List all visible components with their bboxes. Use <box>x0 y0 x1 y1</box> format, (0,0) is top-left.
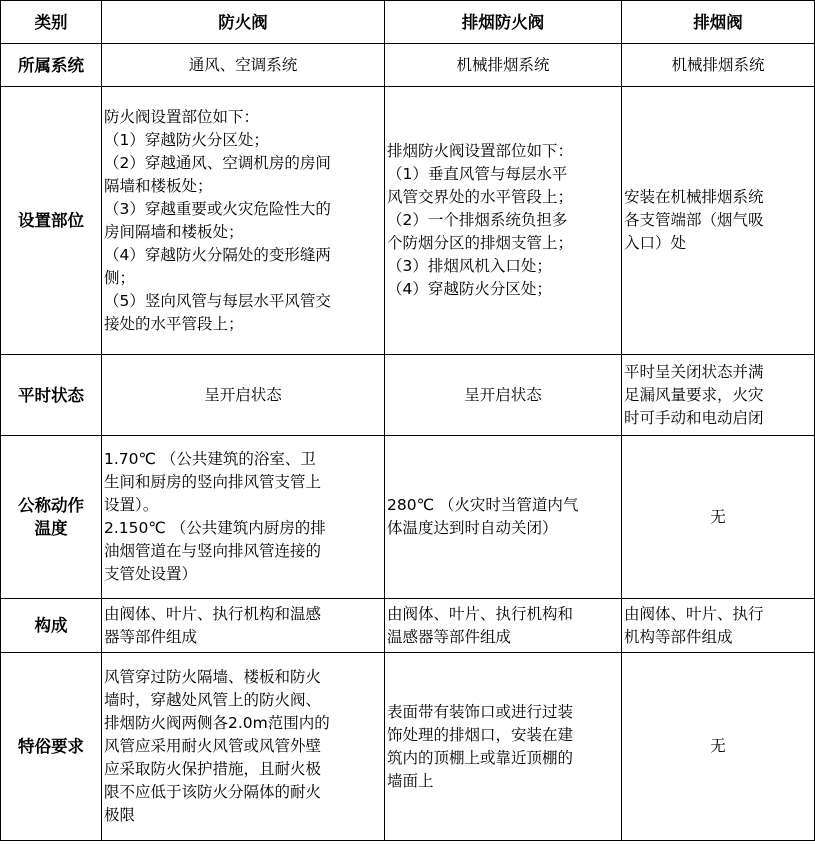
table-cell: 平时呈关闭状态并满 足漏风量要求，火灾 时可手动和电动启闭 <box>622 355 815 436</box>
table-cell: 风管穿过防火隔墙、楼板和防火 墙时，穿越处风管上的防火阀、 排烟防火阀两侧各2.0m范围内的 风管应采用耐火风管或风管外壁 应采取防火保护措施，且耐火极 限不应低于该防火分隔体的耐火 极限 <box>102 653 385 841</box>
header-smoke-fire-damper: 排烟防火阀 <box>385 1 622 44</box>
table-row <box>1 653 815 841</box>
table-cell: 无 <box>622 653 815 841</box>
table-cell: 无 <box>622 436 815 599</box>
table-cell: 机械排烟系统 <box>622 44 815 87</box>
table-cell: 通风、空调系统 <box>102 44 385 87</box>
table-cell: 由阀体、叶片、执行 机构等部件组成 <box>622 599 815 653</box>
header-smoke-exhaust-valve: 排烟阀 <box>622 1 815 44</box>
table-cell: 由阀体、叶片、执行机构和 温感器等部件组成 <box>385 599 622 653</box>
header-row <box>1 1 815 44</box>
table-cell: 防火阀设置部位如下： （1）穿越防火分区处； （2）穿越通风、空调机房的房间 隔墙和楼板处； （3）穿越重要或火灾危险性大的 房间隔墙和楼板处； （4）穿越防火分隔处的变形缝两 侧； （5）竖向风管与每层水平风管交 接处的水平管段上； <box>102 87 385 355</box>
table-cell: 由阀体、叶片、执行机构和温感 器等部件组成 <box>102 599 385 653</box>
table-cell: 280℃ （火灾时当管道内气 体温度达到时自动关闭） <box>385 436 622 599</box>
row-label: 设置部位 <box>1 87 102 355</box>
table-row <box>1 355 815 436</box>
header-fire-damper: 防火阀 <box>102 1 385 44</box>
table-cell: 机械排烟系统 <box>385 44 622 87</box>
header-category: 类别 <box>1 1 102 44</box>
table-cell: 1.70℃ （公共建筑的浴室、卫 生间和厨房的竖向排风管支管上 设置）。 2.150℃ （公共建筑内厨房的排 油烟管道在与竖向排风管连接的 支管处设置） <box>102 436 385 599</box>
row-label: 特俗要求 <box>1 653 102 841</box>
table-cell: 呈开启状态 <box>102 355 385 436</box>
table-row <box>1 436 815 599</box>
table-cell: 安装在机械排烟系统 各支管端部（烟气吸 入口）处 <box>622 87 815 355</box>
row-label: 公称动作 温度 <box>1 436 102 599</box>
row-label: 所属系统 <box>1 44 102 87</box>
table-cell: 排烟防火阀设置部位如下： （1）垂直风管与每层水平 风管交界处的水平管段上； （2）一个排烟系统负担多 个防烟分区的排烟支管上； （3）排烟风机入口处； （4）穿越防火分区处； <box>385 87 622 355</box>
row-label: 构成 <box>1 599 102 653</box>
table-cell: 呈开启状态 <box>385 355 622 436</box>
table-row <box>1 44 815 87</box>
table-row <box>1 599 815 653</box>
table-cell: 表面带有装饰口或进行过装 饰处理的排烟口，安装在建 筑内的顶棚上或靠近顶棚的 墙面上 <box>385 653 622 841</box>
table-row <box>1 87 815 355</box>
row-label: 平时状态 <box>1 355 102 436</box>
